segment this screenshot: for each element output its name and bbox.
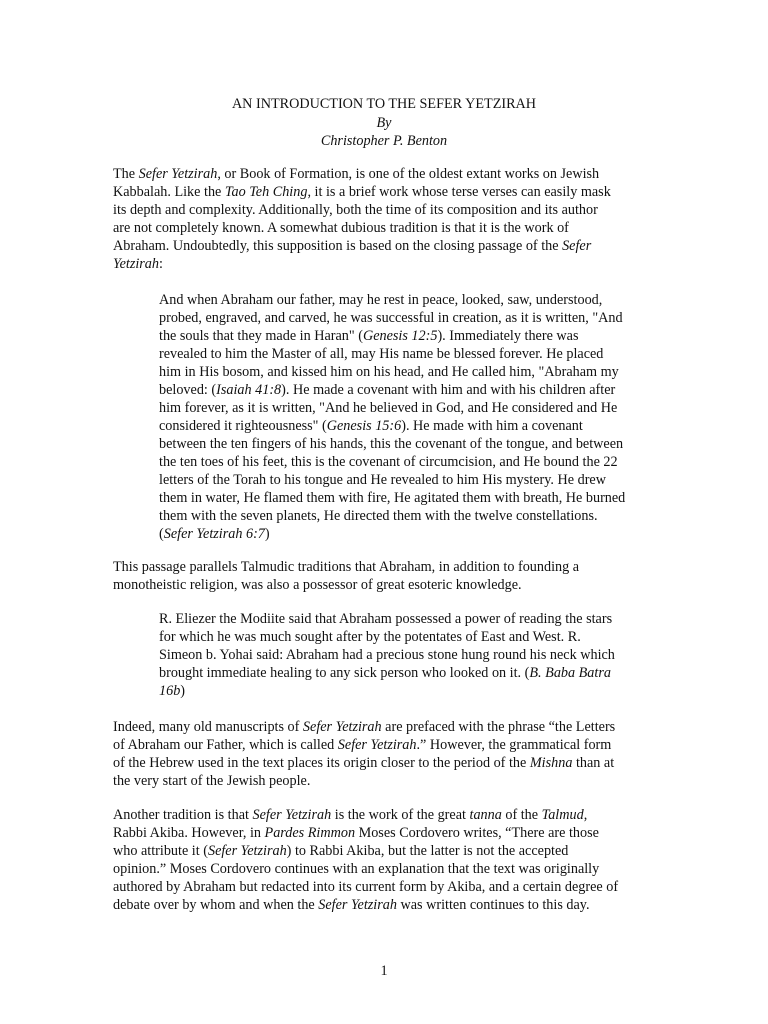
italic-text: Sefer Yetzirah bbox=[138, 166, 218, 182]
text-run: : bbox=[159, 256, 163, 272]
text-run: him forever, as it is written, "And he believed in God, and He considered and He bbox=[159, 400, 618, 416]
italic-text: tanna bbox=[469, 807, 502, 823]
text-run: , it is a brief work whose terse verses can easily mask bbox=[307, 184, 611, 200]
text-line bbox=[159, 628, 659, 646]
text-line bbox=[113, 219, 658, 237]
text-run: than at bbox=[572, 755, 615, 771]
text-run: Indeed, many old manuscripts of bbox=[113, 719, 303, 735]
text-run: of Abraham our Father, which is called bbox=[113, 737, 338, 753]
italic-text: Sefer Yetzirah bbox=[252, 807, 332, 823]
text-line bbox=[159, 345, 659, 363]
text-line bbox=[159, 363, 659, 381]
italic-text: Pardes Rimmon bbox=[264, 825, 356, 841]
text-run: the ten toes of his feet, this is the covenant of circumcision, and He bound the 22 bbox=[159, 454, 618, 470]
italic-text: Tao Teh Ching bbox=[224, 184, 308, 200]
text-run: debate over by whom and when the bbox=[113, 897, 319, 913]
text-line bbox=[159, 399, 659, 417]
text-run: .” However, the grammatical form bbox=[416, 737, 612, 753]
text-line bbox=[159, 610, 659, 628]
text-line bbox=[159, 507, 659, 525]
text-run: them with the seven planets, He directed them with the twelve constellations. bbox=[159, 508, 598, 524]
italic-text: B. Baba Batra bbox=[529, 665, 611, 681]
italic-text: Sefer Yetzirah bbox=[207, 843, 287, 859]
text-line bbox=[159, 682, 659, 700]
text-line bbox=[159, 664, 659, 682]
text-run: was written continues to this day. bbox=[396, 897, 590, 913]
text-run: ) bbox=[180, 683, 186, 699]
text-line bbox=[113, 806, 658, 824]
text-run: ) to Rabbi Akiba, but the latter is not the accepted bbox=[286, 843, 569, 859]
text-run: , or Book of Formation, is one of the oldest extant works on Jewish bbox=[217, 166, 600, 182]
text-run: probed, engraved, and carved, he was successful in creation, as it is written, "And bbox=[159, 310, 623, 326]
text-run: them in water, He flamed them with fire, He agitated them with breath, He burned bbox=[159, 490, 626, 506]
text-line bbox=[113, 860, 658, 878]
text-run: Simeon b. Yohai said: Abraham had a precious stone hung round his neck which bbox=[159, 647, 615, 663]
text-run: of the bbox=[501, 807, 542, 823]
italic-text: Genesis 15:6 bbox=[326, 418, 402, 434]
text-line bbox=[113, 183, 658, 201]
text-run: ) bbox=[264, 526, 270, 542]
text-line bbox=[113, 718, 658, 736]
text-line bbox=[113, 576, 658, 594]
paragraph-intro bbox=[113, 165, 658, 273]
text-line bbox=[113, 896, 658, 914]
text-run: who attribute it ( bbox=[113, 843, 208, 859]
text-run: ). Immediately there was bbox=[437, 328, 579, 344]
text-run: Moses Cordovero writes, “There are those bbox=[355, 825, 599, 841]
text-run: Another tradition is that bbox=[113, 807, 253, 823]
text-run: opinion.” Moses Cordovero continues with an explanation that the text was originally bbox=[113, 861, 600, 877]
text-run: the very start of the Jewish people. bbox=[113, 773, 311, 789]
text-line bbox=[159, 435, 659, 453]
text-run: Rabbi Akiba. However, in bbox=[113, 825, 265, 841]
text-run: R. Eliezer the Modiite said that Abraham possessed a power of reading the stars bbox=[159, 611, 613, 627]
text-run: letters of the Torah to his tongue and He revealed to him His mystery. He drew bbox=[159, 472, 606, 488]
document-header bbox=[0, 95, 768, 151]
text-line bbox=[159, 646, 659, 664]
text-run: brought immediate healing to any sick person who looked on it. ( bbox=[159, 665, 530, 681]
text-run: him in His bosom, and kissed him on his head, and He called him, "Abraham my bbox=[159, 364, 619, 380]
text-run: monotheistic religion, was also a possessor of great esoteric knowledge. bbox=[113, 577, 522, 593]
text-line bbox=[113, 772, 658, 790]
text-run: Kabbalah. Like the bbox=[113, 184, 225, 200]
paragraph-another-tradition bbox=[113, 806, 658, 914]
text-run: ). He made with him a covenant bbox=[401, 418, 583, 434]
paragraph-talmudic-traditions bbox=[113, 558, 658, 594]
page-number: 1 bbox=[380, 963, 388, 979]
byline-by: By bbox=[376, 114, 392, 131]
text-run: of the Hebrew used in the text places its origin closer to the period of the bbox=[113, 755, 530, 771]
blockquote-baba-batra bbox=[159, 610, 659, 700]
italic-text: Sefer Yetzirah bbox=[318, 897, 397, 913]
text-line bbox=[159, 417, 659, 435]
text-run: between the ten fingers of his hands, this the covenant of the tongue, and between bbox=[159, 436, 624, 452]
text-line bbox=[113, 165, 658, 183]
italic-text: Genesis 12:5 bbox=[362, 328, 438, 344]
text-line bbox=[159, 309, 659, 327]
text-line bbox=[113, 878, 658, 896]
italic-text: Talmud bbox=[541, 807, 584, 823]
text-run: revealed to him the Master of all, may His name be blessed forever. He placed bbox=[159, 346, 604, 362]
italic-text: Sefer Yetzirah bbox=[337, 737, 417, 753]
text-run: the souls that they made in Haran" ( bbox=[159, 328, 363, 344]
author-name: Christopher P. Benton bbox=[320, 133, 448, 149]
text-run: Abraham. Undoubtedly, this supposition is based on the closing passage of the bbox=[113, 238, 563, 254]
text-run: are not completely known. A somewhat dubious tradition is that it is the work of bbox=[113, 220, 569, 236]
text-run: considered it righteousness" ( bbox=[159, 418, 327, 434]
text-line bbox=[113, 237, 658, 255]
text-line bbox=[113, 558, 658, 576]
text-line bbox=[159, 525, 659, 543]
text-line bbox=[113, 201, 658, 219]
text-run: for which he was much sought after by the potentates of East and West. R. bbox=[159, 629, 581, 645]
text-line bbox=[159, 489, 659, 507]
text-run: , bbox=[583, 807, 588, 823]
text-line bbox=[159, 453, 659, 471]
text-line bbox=[113, 754, 658, 772]
paragraph-manuscripts bbox=[113, 718, 658, 790]
text-line bbox=[159, 327, 659, 345]
text-run: beloved: ( bbox=[159, 382, 217, 398]
blockquote-closing-passage bbox=[159, 291, 659, 543]
text-line bbox=[113, 736, 658, 754]
italic-text: Sefer Yetzirah bbox=[302, 719, 382, 735]
text-run: is the work of the great bbox=[331, 807, 470, 823]
italic-text: Sefer Yetzirah 6:7 bbox=[163, 526, 265, 542]
italic-text: Yetzirah bbox=[113, 256, 159, 272]
text-run: This passage parallels Talmudic traditions that Abraham, in addition to founding a bbox=[113, 559, 580, 575]
text-run: ( bbox=[159, 526, 164, 542]
text-run: ). He made a covenant with him and with his children after bbox=[281, 382, 616, 398]
text-run: And when Abraham our father, may he rest in peace, looked, saw, understood, bbox=[159, 292, 603, 308]
text-line bbox=[113, 842, 658, 860]
document-title: AN INTRODUCTION TO THE SEFER YETZIRAH bbox=[231, 96, 537, 112]
italic-text: 16b bbox=[159, 683, 181, 699]
text-line bbox=[113, 255, 658, 273]
italic-text: Sefer bbox=[562, 238, 592, 254]
italic-text: Isaiah 41:8 bbox=[216, 382, 282, 398]
text-run: are prefaced with the phrase “the Letters bbox=[381, 719, 616, 735]
italic-text: Mishna bbox=[529, 755, 573, 771]
text-line bbox=[159, 471, 659, 489]
text-run: The bbox=[113, 166, 139, 182]
text-run: authored by Abraham but redacted into its current form by Akiba, and a certain degree of bbox=[113, 879, 619, 895]
text-line bbox=[159, 381, 659, 399]
text-run: its depth and complexity. Additionally, both the time of its composition and its author bbox=[113, 202, 598, 218]
text-line bbox=[113, 824, 658, 842]
text-line bbox=[159, 291, 659, 309]
